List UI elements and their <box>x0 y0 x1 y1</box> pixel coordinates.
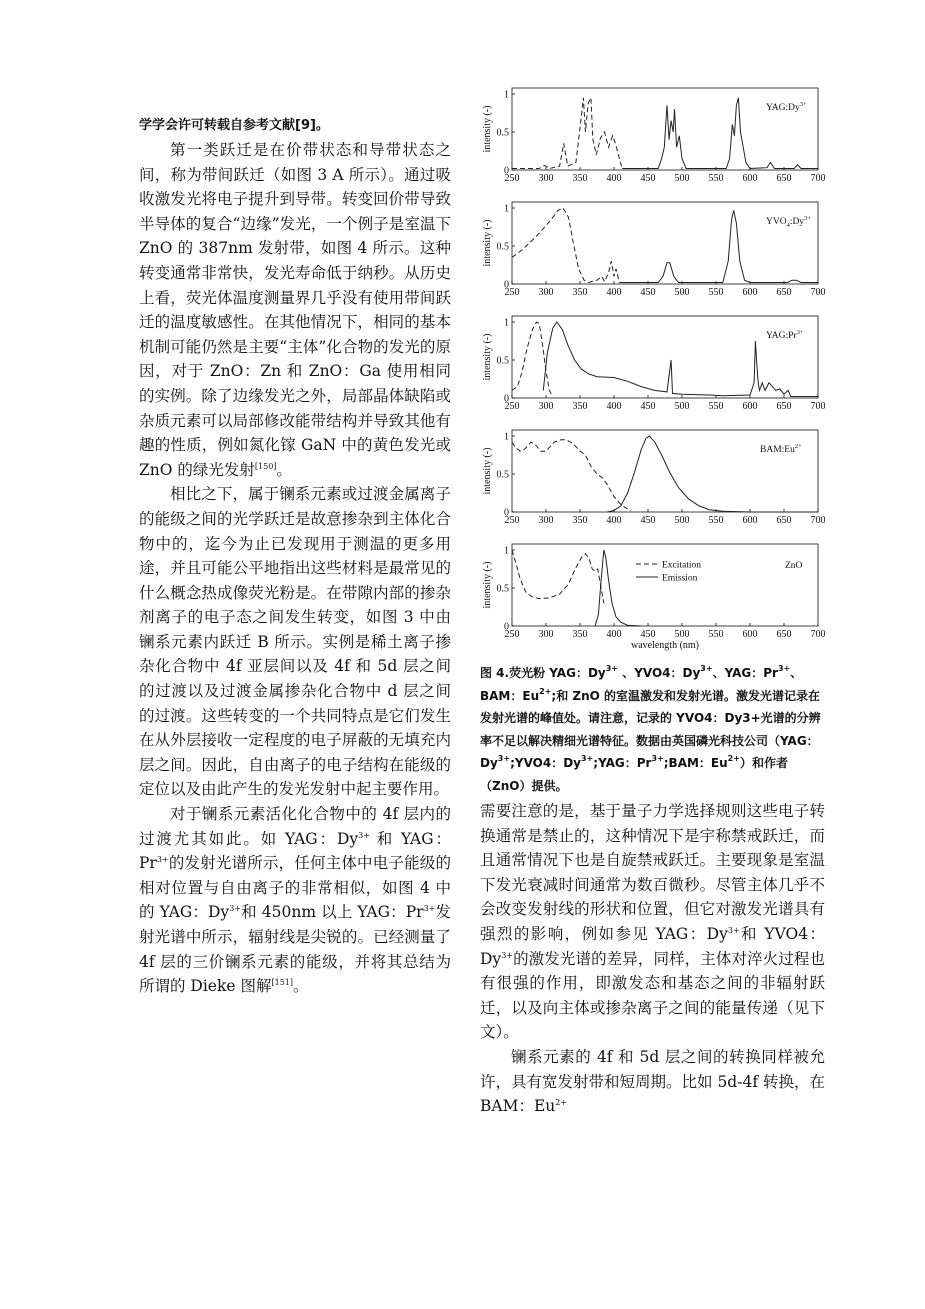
x-tick-label: 500 <box>674 629 690 640</box>
y-tick-label: 0 <box>504 279 509 291</box>
y-tick-label: 1 <box>504 317 509 329</box>
y-axis-label: intensity (-) <box>482 561 493 609</box>
superscript: 3+ <box>358 830 370 840</box>
superscript: 2+ <box>539 686 552 696</box>
y-tick-label: 0.5 <box>496 241 509 253</box>
panel-label-sub: 4 <box>786 222 790 229</box>
x-tick-label: 600 <box>742 287 758 298</box>
panel-frame <box>512 202 818 284</box>
figure-4-caption <box>480 662 825 797</box>
caption-text: ）和作者（ZnO）提供。 <box>480 756 788 793</box>
text-segment: 需要注意的是，基于量子力学选择规则这些电子转换通常是禁止的，这种情况下是宇称禁戒跃迁，而且通常情况下也是自旋禁戒跃迁。主要现象是室温下发光衰减时间通常为数百微秒。尽管主体几乎不会改变发射线的形状和位置，但它对激发光谱具有强烈的影响，例如参见 YAG：Dy <box>480 802 825 943</box>
x-tick-label: 250 <box>504 629 520 640</box>
x-tick-label: 250 <box>504 287 520 298</box>
x-tick-label: 350 <box>572 629 588 640</box>
panel-frame <box>512 544 818 626</box>
right-column <box>480 82 825 1119</box>
x-tick-label: 350 <box>572 401 588 412</box>
x-tick-label: 650 <box>776 401 792 412</box>
y-tick-label: 1 <box>504 203 509 215</box>
paragraph-band-transition <box>139 138 451 482</box>
x-tick-label: 300 <box>538 173 554 184</box>
legend-excitation-label: Excitation <box>662 560 702 571</box>
y-axis-label: intensity (-) <box>482 105 493 153</box>
x-tick-label: 550 <box>708 629 724 640</box>
x-tick-label: 700 <box>810 629 825 640</box>
panel-label-sup: 2+ <box>794 443 802 450</box>
x-tick-label: 650 <box>776 629 792 640</box>
x-tick-label: 650 <box>776 515 792 526</box>
citation-150: [150] <box>254 461 277 471</box>
x-tick-label: 450 <box>640 629 656 640</box>
paragraph-selection-rules <box>480 799 825 1045</box>
superscript: 2+ <box>727 754 740 763</box>
text-segment: 和 450nm 以上 YAG：Pr <box>241 903 424 922</box>
text-segment: 。 <box>293 977 309 996</box>
caption-text: ;YAG：Pr <box>593 756 652 770</box>
panel-label <box>766 329 804 341</box>
y-tick-label: 1 <box>504 545 509 557</box>
x-tick-label: 300 <box>538 401 554 412</box>
x-tick-label: 500 <box>674 515 690 526</box>
x-tick-label: 400 <box>606 287 622 298</box>
figure-4-spectra <box>480 82 825 662</box>
panel-label-text: BAM:Eu <box>760 445 795 455</box>
x-tick-label: 350 <box>572 287 588 298</box>
paragraph-text: 第一类跃迁是在价带状态和导带状态之间，称为带间跃迁（如图 3 A 所示）。通过吸收激发光将电子提升到导带。转变回价带导致半导体的复合“边缘”发光，一个例子是室温下 ZnO 的 387nm 发射带，如图 4 所示。这种转变通常非常快，发光寿命低于纳秒。从历史上看，荧光体温度测量界几乎没有使用带间跃迁的温度敏感性。在其他情况下，相同的基本机制可能仍然是主要“主体”化合物的发光的原因，对于 ZnO：Zn 和 ZnO：Ga 使用相同的实例。除了边缘发光之外，局部晶体缺陷或杂质元素可以局部修改能带结构并导致其他有趣的性质，例如氮化镓 GaN 中的黄色发光或 ZnO 的绿光发射 <box>139 141 451 479</box>
panel-label-text: YAG:Dy <box>766 103 800 113</box>
panel-label <box>785 561 803 571</box>
excitation-curve <box>512 440 631 511</box>
panel-label <box>766 215 811 229</box>
superscript: 3+ <box>700 664 713 673</box>
panel-label-text: :Dy <box>789 217 805 227</box>
x-tick-label: 400 <box>606 629 622 640</box>
x-tick-label: 700 <box>810 401 825 412</box>
superscript: 3+ <box>727 925 740 935</box>
x-tick-label: 650 <box>776 173 792 184</box>
x-tick-label: 700 <box>810 173 825 184</box>
caption-text: ;和 ZnO 的室温激发和发射光谱。激发光谱记录在发射光谱的峰值处。请注意，记录的 YVO4：Dy3+光谱的分辨率不足以解决精细光谱特征。数据由英国磷光科技公司（YAG：Dy <box>480 688 821 770</box>
panel-label-text: YAG:Pr <box>766 331 797 341</box>
x-tick-label: 450 <box>640 515 656 526</box>
x-tick-label: 500 <box>674 401 690 412</box>
x-tick-label: 300 <box>538 287 554 298</box>
x-tick-label: 250 <box>504 401 520 412</box>
x-tick-label: 400 <box>606 401 622 412</box>
text-segment: 和 YVO4：Dy <box>480 924 825 968</box>
text-segment: 的发射光谱所示，任何主体中电子能级的相对位置与自由离子的非常相似，如图 4 中的 YAG：Dy <box>139 854 451 922</box>
y-axis-label: intensity (-) <box>482 219 493 267</box>
y-tick-label: 0 <box>504 165 509 177</box>
caption-text: 、YAG：Pr <box>712 666 778 680</box>
x-tick-label: 600 <box>742 173 758 184</box>
caption-text: 、YVO4：Dy <box>618 666 701 680</box>
y-axis-label: intensity (-) <box>482 333 493 381</box>
y-tick-label: 0.5 <box>496 355 509 367</box>
y-tick-label: 0.5 <box>496 583 509 595</box>
x-tick-label: 250 <box>504 515 520 526</box>
caption-text: ;YVO4：Dy <box>510 756 581 770</box>
text-segment: 的激发光谱的差异，同样，主体对淬火过程也有很强的作用，即激发态和基态之间的非辐射跃迁，以及向主体或掺杂离子之间的能量传递（见下文）。 <box>480 949 825 1042</box>
y-tick-label: 1 <box>504 89 509 101</box>
x-tick-label: 300 <box>538 515 554 526</box>
excitation-curve <box>512 550 604 603</box>
x-tick-label: 600 <box>742 515 758 526</box>
x-tick-label: 400 <box>606 173 622 184</box>
superscript: 3+ <box>501 950 513 960</box>
text-segment: 和 YAG：Pr <box>139 829 452 873</box>
x-tick-label: 600 <box>742 629 758 640</box>
previous-figure-caption-end: 学学会许可转载自参考文献[9]。 <box>139 118 329 133</box>
text-segment: 发射光谱中所示，辐射线是尖锐的。已经测量了 4f 层的三价镧系元素的能级，并将其总结为所谓的 Dieke 图解 <box>139 903 451 996</box>
x-tick-label: 350 <box>572 173 588 184</box>
text-segment: 镧系元素的 4f 和 5d 层之间的转换同样被允许，具有宽发射带和短周期。比如 5d-4f 转换，在 BAM：Eu <box>480 1047 825 1116</box>
superscript: 3+ <box>423 904 436 914</box>
panel-label-sup: 3+ <box>796 329 804 336</box>
superscript: 3+ <box>497 754 511 763</box>
x-tick-label: 400 <box>606 515 622 526</box>
panel-label-text: ZnO <box>785 561 803 571</box>
citation-151: [151] <box>271 978 293 988</box>
excitation-curve <box>512 208 619 283</box>
emission-curve <box>595 550 641 626</box>
superscript: 3+ <box>229 904 241 914</box>
excitation-curve <box>512 98 622 169</box>
x-tick-label: 350 <box>572 515 588 526</box>
y-tick-label: 0 <box>504 507 509 519</box>
panel-label-sup: 3+ <box>799 101 807 108</box>
x-tick-label: 500 <box>674 173 690 184</box>
left-column <box>139 114 451 999</box>
x-tick-label: 450 <box>640 173 656 184</box>
y-tick-label: 0 <box>504 393 509 405</box>
superscript: 3+ <box>605 664 619 673</box>
x-tick-label: 550 <box>708 515 724 526</box>
superscript: 3+ <box>651 754 664 763</box>
panel-frame <box>512 430 818 512</box>
x-tick-label: 250 <box>504 173 520 184</box>
y-tick-label: 0.5 <box>496 127 509 139</box>
caption-text: 、BAM：Eu <box>480 666 803 703</box>
x-tick-label: 550 <box>708 287 724 298</box>
legend-emission-label: Emission <box>662 573 698 584</box>
x-tick-label: 650 <box>776 287 792 298</box>
text-segment: 对于镧系元素活化化合物中的 4f 层内的过渡尤其如此。如 YAG：Dy <box>139 805 451 848</box>
paragraph-lanthanide-transition: 相比之下，属于镧系元素或过渡金属离子的能级之间的光学跃迁是故意掺杂到主体化合物中的，迄今为止已发现用于测温的更多用途，并且可能公平地指出这些材料是最常见的什么概念热成像荧光粉是。在带隙内部的掺杂剂离子的电子态之间发生转变，如图 3 中由镧系元素内跃迁 B 所示。实例是稀土离子掺杂化合物中 4f 亚层间以及 4f 和 5d 层之间的过渡以及过渡金属掺杂化合物中 d 层之间的过渡。这些转变的一个共同特点是它们发生在从外层接收一定程度的电子屏蔽的无填充内层之间。因此，自由离子的电子结构在能级的定位以及由此产生的发光发射中起主要作用。 <box>139 485 451 799</box>
x-axis-label: wavelength (nm) <box>630 640 700 651</box>
superscript: 2+ <box>555 1098 568 1108</box>
paragraph-4f-5d <box>480 1045 825 1119</box>
y-axis-label: intensity (-) <box>482 447 493 495</box>
panel-label-text: YVO <box>766 217 787 227</box>
caption-text: 图 4.荧光粉 YAG：Dy <box>480 666 606 680</box>
x-tick-label: 700 <box>810 515 825 526</box>
paragraph-end: 。 <box>276 460 292 479</box>
y-tick-label: 1 <box>504 431 509 443</box>
caption-text: ;BAM：Eu <box>663 756 728 770</box>
x-tick-label: 450 <box>640 287 656 298</box>
panel-label <box>760 443 802 455</box>
x-tick-label: 550 <box>708 401 724 412</box>
x-tick-label: 600 <box>742 401 758 412</box>
superscript: 3+ <box>156 855 169 865</box>
x-tick-label: 300 <box>538 629 554 640</box>
excitation-curve <box>512 322 551 394</box>
paragraph-4f-transition <box>139 802 451 999</box>
panel-label <box>766 101 807 113</box>
x-tick-label: 550 <box>708 173 724 184</box>
x-tick-label: 500 <box>674 287 690 298</box>
x-tick-label: 450 <box>640 401 656 412</box>
y-tick-label: 0 <box>504 621 509 633</box>
y-tick-label: 0.5 <box>496 469 509 481</box>
superscript: 3+ <box>580 754 594 763</box>
x-tick-label: 700 <box>810 287 825 298</box>
superscript: 3+ <box>777 664 791 673</box>
panel-label-sup: 3+ <box>804 215 812 222</box>
